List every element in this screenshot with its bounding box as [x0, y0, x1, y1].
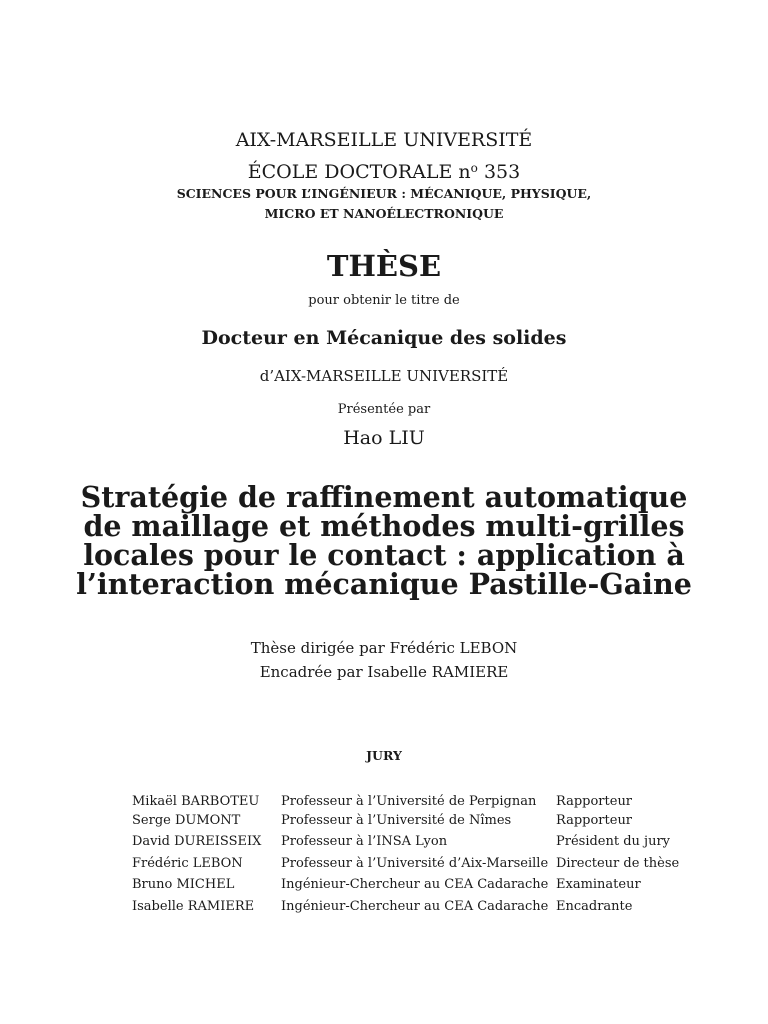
jury-member-position: Professeur à l’Université de Nîmes: [281, 812, 512, 828]
jury-member-role: Encadrante: [556, 898, 633, 914]
jury-member-name: Mikaël BARBOTEU: [132, 794, 260, 809]
thesis-heading: THÈSE: [326, 249, 442, 283]
thesis-director: Thèse dirigée par Frédéric LEBON: [250, 639, 518, 657]
jury-member-name: Isabelle RAMIERE: [132, 898, 255, 914]
degree-title: Docteur en Mécanique des solides: [201, 327, 567, 349]
jury-member-name: Bruno MICHEL: [132, 877, 235, 893]
jury-member-role: Président du jury: [556, 834, 671, 850]
jury-member-position: Ingénieur-Chercheur au CEA Cadarache: [281, 898, 549, 914]
doctoral-school-prefix: ÉCOLE DOCTORALE n: [247, 161, 471, 183]
jury-member-position: Professeur à l’Université de Perpignan: [281, 794, 537, 809]
thesis-title: [0, 480, 768, 601]
jury-member-name: David DUREISSEIX: [132, 834, 262, 850]
jury-member-position: Ingénieur-Chercheur au CEA Cadarache: [281, 877, 549, 893]
pour-obtenir-text: pour obtenir le titre de: [308, 293, 460, 308]
jury-heading: JURY: [366, 748, 402, 763]
university-name: AIX-MARSEILLE UNIVERSITÉ: [235, 129, 533, 151]
jury-member-role: Rapporteur: [556, 812, 633, 828]
jury-member-position: Professeur à l’Université d’Aix-Marseille: [281, 855, 549, 871]
doctoral-school: [0, 161, 768, 183]
doctoral-school-number: 353: [477, 161, 521, 183]
jury-member-name: Frédéric LEBON: [132, 855, 243, 871]
thesis-title-line: locales pour le contact : application à: [83, 538, 685, 572]
degree-university: d’AIX-MARSEILLE UNIVERSITÉ: [259, 367, 509, 385]
jury-member-role: Directeur de thèse: [556, 855, 680, 871]
jury-member-name: Serge DUMONT: [132, 812, 241, 828]
jury-member-role: Examinateur: [556, 877, 641, 893]
presented-by-label: Présentée par: [337, 402, 431, 417]
doctoral-school-superscript: o: [470, 161, 478, 175]
jury-member-role: Rapporteur: [556, 794, 633, 809]
author-name: Hao LIU: [343, 427, 425, 449]
doctoral-school-field-line-1: SCIENCES POUR L’INGÉNIEUR : MÉCANIQUE, PHYSIQUE,: [176, 186, 592, 201]
thesis-title-line: Stratégie de raffinement automatique: [80, 480, 688, 514]
jury-member-position: Professeur à l’INSA Lyon: [281, 834, 448, 850]
thesis-supervisor: Encadrée par Isabelle RAMIERE: [259, 663, 509, 681]
thesis-title-line: de maillage et méthodes multi-grilles: [83, 509, 685, 543]
doctoral-school-field-line-2: MICRO ET NANOÉLECTRONIQUE: [264, 206, 504, 221]
thesis-title-line: l’interaction mécanique Pastille-Gaine: [76, 567, 692, 601]
